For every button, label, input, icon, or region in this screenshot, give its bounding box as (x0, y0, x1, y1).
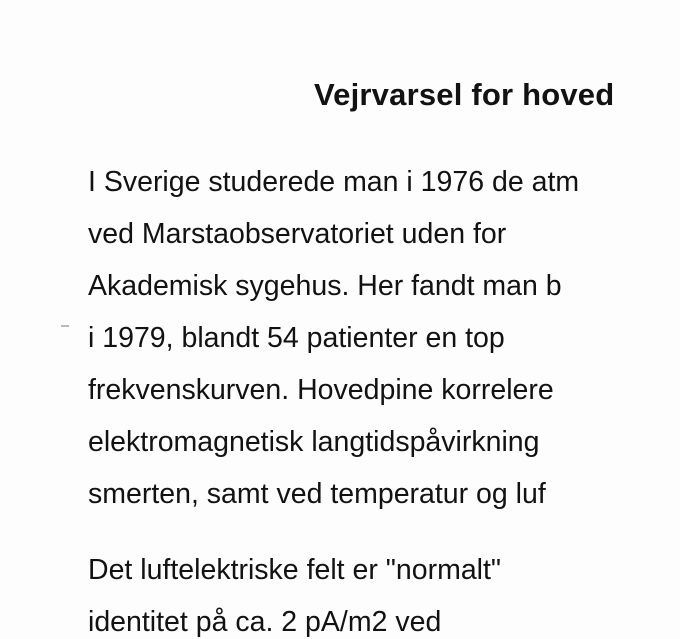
text-line: frekvenskurven. Hovedpine korrelere (88, 374, 554, 406)
text-line: Akademisk sygehus. Her fandt man b (88, 270, 562, 302)
paragraph (88, 544, 501, 639)
text-line: smerten, samt ved temperatur og luf (88, 478, 546, 510)
text-line: identitet på ca. 2 pA/m2 ved (88, 606, 442, 638)
text-line: ved Marstaobservatoriet uden for (88, 218, 507, 250)
paragraph (88, 156, 579, 520)
scan-mark (61, 325, 69, 327)
text-line: i 1979, blandt 54 patienter en top (88, 322, 505, 354)
text-line: elektromagnetisk langtidspåvirkning (88, 426, 540, 458)
document-title: Vejrvarsel for hoved (314, 77, 615, 112)
text-line: I Sverige studerede man i 1976 de atm (88, 166, 580, 198)
text-line: Det luftelektriske felt er "normalt" (88, 554, 502, 586)
